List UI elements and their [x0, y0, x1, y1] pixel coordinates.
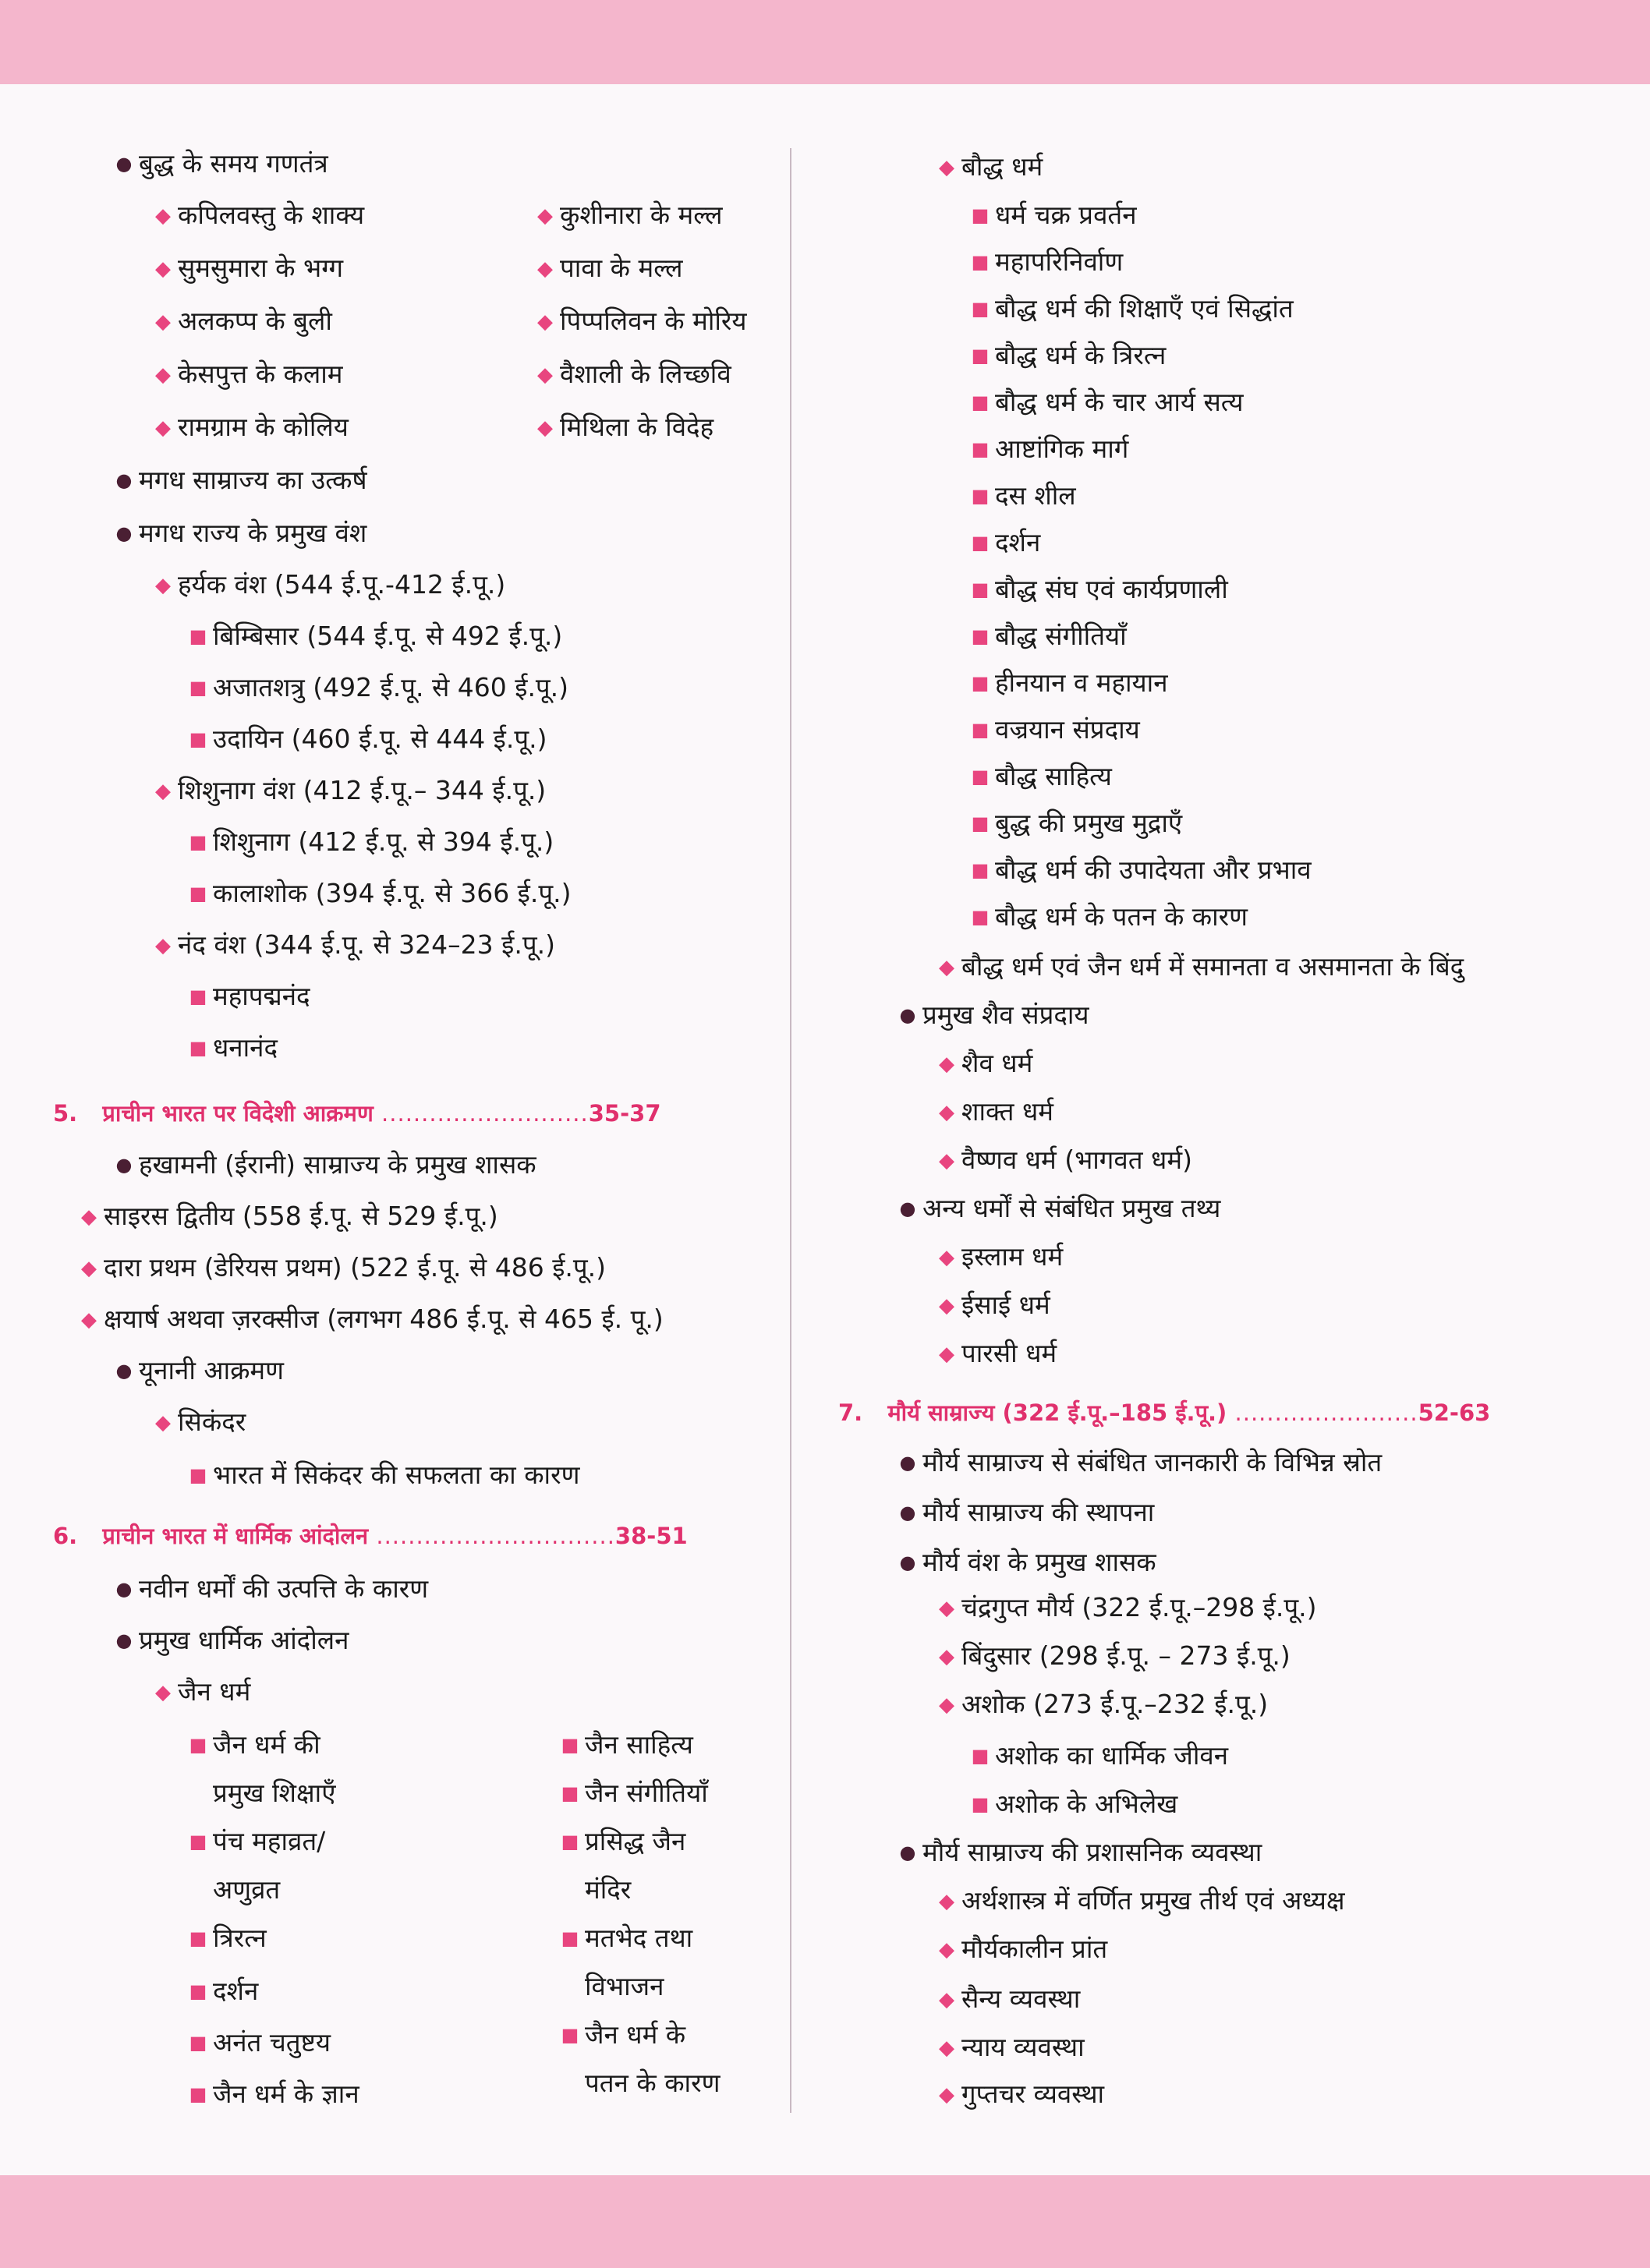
toc-item: ■ बौद्ध धर्म के चार आर्य सत्य	[965, 387, 1243, 418]
round-bullet-icon: ●	[899, 1004, 916, 1026]
column-divider	[790, 148, 791, 2113]
diamond-bullet-icon: ◆	[939, 1149, 954, 1173]
round-bullet-icon: ●	[115, 522, 133, 544]
diamond-bullet-icon: ◆	[939, 1597, 954, 1620]
toc-item: ● मगध राज्य के प्रमुख वंश	[109, 518, 366, 549]
toc-item: ● मौर्य साम्राज्य की स्थापना	[893, 1497, 1154, 1528]
toc-item: ◆ बौद्ध धर्म	[932, 151, 1043, 183]
round-bullet-icon: ●	[899, 1452, 916, 1474]
toc-item: ■ बौद्ध धर्म के पतन के कारण	[965, 901, 1248, 932]
diamond-bullet-icon: ◆	[155, 1681, 171, 1704]
page-number: 38-51	[614, 1523, 688, 1549]
diamond-bullet-icon: ◆	[939, 1053, 954, 1076]
round-bullet-icon: ●	[899, 1198, 916, 1219]
toc-item: ◆ इस्लाम धर्म	[932, 1241, 1063, 1273]
square-bullet-icon: ■	[189, 831, 207, 853]
square-bullet-icon: ■	[189, 883, 207, 904]
toc-item: ◆ जैन धर्म	[148, 1676, 250, 1708]
diamond-bullet-icon: ◆	[939, 2036, 954, 2060]
toc-item: ■ वज्रयान संप्रदाय	[965, 714, 1140, 745]
diamond-bullet-icon: ◆	[155, 1411, 171, 1435]
square-bullet-icon: ■	[189, 677, 207, 699]
toc-item: ■ दर्शन	[183, 1976, 258, 2007]
diamond-bullet-icon: ◆	[939, 1294, 954, 1318]
toc-item: ◆ बिंदुसार (298 ई.पू. – 273 ई.पू.)	[932, 1640, 1291, 1672]
diamond-bullet-icon: ◆	[537, 310, 553, 334]
toc-item: ◆ न्याय व्यवस्था	[932, 2032, 1085, 2064]
square-bullet-icon: ■	[971, 345, 990, 366]
square-bullet-icon: ■	[971, 719, 990, 741]
diamond-bullet-icon: ◆	[939, 1890, 954, 1913]
toc-item: ● यूनानी आक्रमण	[109, 1355, 284, 1386]
top-pink-band	[0, 0, 1650, 84]
bottom-pink-band	[0, 2175, 1650, 2268]
toc-item-continuation: प्रमुख शिक्षाएँ	[213, 1778, 336, 1808]
diamond-bullet-icon: ◆	[939, 956, 954, 979]
square-bullet-icon: ■	[971, 1793, 990, 1815]
toc-item: ◆ शाक्त धर्म	[932, 1096, 1053, 1128]
toc-item: ■ अशोक के अभिलेख	[965, 1789, 1177, 1820]
diamond-bullet-icon: ◆	[155, 310, 171, 334]
toc-item: ◆ मौर्यकालीन प्रांत	[932, 1934, 1107, 1965]
toc-item: ■ हीनयान व महायान	[965, 667, 1168, 699]
square-bullet-icon: ■	[561, 2024, 579, 2046]
square-bullet-icon: ■	[561, 1831, 579, 1852]
toc-item: ■ बौद्ध संगीतियाँ	[965, 621, 1127, 652]
toc-item: ■ अशोक का धार्मिक जीवन	[965, 1740, 1228, 1771]
toc-item: ◆ अशोक (273 ई.पू.–232 ई.पू.)	[932, 1689, 1268, 1721]
square-bullet-icon: ■	[971, 532, 990, 554]
section-heading-7[interactable]: 7. मौर्य साम्राज्य (322 ई.पू.–185 ई.पू.) .......................52-63	[838, 1399, 1491, 1426]
round-bullet-icon: ●	[115, 1578, 133, 1600]
square-bullet-icon: ■	[971, 251, 990, 273]
toc-item: ◆ केसपुत्त के कलाम	[148, 359, 343, 391]
square-bullet-icon: ■	[971, 766, 990, 787]
toc-item: ● हखामनी (ईरानी) साम्राज्य के प्रमुख शासक	[109, 1149, 536, 1180]
diamond-bullet-icon: ◆	[537, 204, 553, 228]
diamond-bullet-icon: ◆	[155, 780, 171, 803]
toc-item: ■ दर्शन	[965, 527, 1040, 558]
round-bullet-icon: ●	[899, 1842, 916, 1863]
toc-item: ■ बौद्ध साहित्य	[965, 761, 1112, 792]
square-bullet-icon: ■	[189, 1980, 207, 2002]
square-bullet-icon: ■	[189, 2032, 207, 2054]
toc-item: ■ अनंत चतुष्टय	[183, 2027, 331, 2058]
square-bullet-icon: ■	[189, 1037, 207, 1059]
toc-item: ■ महापरिनिर्वाण	[965, 246, 1123, 278]
toc-item: ◆ सैन्य व्यवस्था	[932, 1983, 1080, 2015]
toc-item: ■ महापद्मनंद	[183, 981, 310, 1012]
toc-item: ■ अजातशत्रु (492 ई.पू. से 460 ई.पू.)	[183, 672, 568, 703]
toc-item-continuation: अणुव्रत	[213, 1874, 281, 1905]
square-bullet-icon: ■	[971, 906, 990, 928]
square-bullet-icon: ■	[971, 859, 990, 881]
toc-item: ● मौर्य साम्राज्य की प्रशासनिक व्यवस्था	[893, 1837, 1262, 1868]
square-bullet-icon: ■	[561, 1734, 579, 1756]
toc-item: ◆ सिकंदर	[148, 1406, 246, 1438]
square-bullet-icon: ■	[189, 1464, 207, 1486]
diamond-bullet-icon: ◆	[81, 1205, 97, 1229]
toc-item: ● मौर्य साम्राज्य से संबंधित जानकारी के विभिन्न स्रोत	[893, 1447, 1382, 1478]
toc-item: ◆ कपिलवस्तु के शाक्य	[148, 200, 364, 232]
square-bullet-icon: ■	[971, 625, 990, 647]
square-bullet-icon: ■	[971, 1745, 990, 1767]
toc-item: ● अन्य धर्मों से संबंधित प्रमुख तथ्य	[893, 1193, 1220, 1224]
square-bullet-icon: ■	[189, 2083, 207, 2105]
toc-item: ■ धर्म चक्र प्रवर्तन	[965, 200, 1137, 231]
toc-item: ◆ वैशाली के लिच्छवि	[530, 359, 731, 391]
toc-item: ■ बौद्ध धर्म की उपादेयता और प्रभाव	[965, 854, 1312, 886]
toc-item: ◆ मिथिला के विदेह	[530, 412, 713, 444]
diamond-bullet-icon: ◆	[155, 204, 171, 228]
diamond-bullet-icon: ◆	[939, 1988, 954, 2011]
toc-item: ■ दस शील	[965, 480, 1076, 511]
square-bullet-icon: ■	[971, 298, 990, 320]
toc-item: ■ बौद्ध संघ एवं कार्यप्रणाली	[965, 574, 1228, 605]
toc-item: ■ शिशुनाग (412 ई.पू. से 394 ई.पू.)	[183, 826, 554, 858]
toc-item: ■ धनानंद	[183, 1032, 278, 1063]
diamond-bullet-icon: ◆	[939, 1343, 954, 1366]
toc-item: ● प्रमुख धार्मिक आंदोलन	[109, 1625, 349, 1656]
round-bullet-icon: ●	[115, 153, 133, 175]
round-bullet-icon: ●	[899, 1552, 916, 1573]
page-number: 52-63	[1418, 1399, 1491, 1426]
square-bullet-icon: ■	[189, 625, 207, 647]
toc-item: ● नवीन धर्मों की उत्पत्ति के कारण	[109, 1573, 428, 1605]
toc-item: ● प्रमुख शैव संप्रदाय	[893, 1000, 1089, 1031]
square-bullet-icon: ■	[971, 672, 990, 694]
toc-item: ◆ दारा प्रथम (डेरियस प्रथम) (522 ई.पू. से 486 ई.पू.)	[74, 1252, 606, 1284]
toc-item: ◆ ईसाई धर्म	[932, 1290, 1050, 1322]
round-bullet-icon: ●	[115, 1154, 133, 1176]
diamond-bullet-icon: ◆	[155, 574, 171, 597]
round-bullet-icon: ●	[115, 1360, 133, 1382]
toc-item: ■ जैन धर्म के	[555, 2019, 685, 2050]
toc-item: ◆ नंद वंश (344 ई.पू. से 324–23 ई.पू.)	[148, 929, 555, 961]
toc-item: ■ भारत में सिकंदर की सफलता का कारण	[183, 1460, 579, 1491]
toc-item: ◆ शैव धर्म	[932, 1048, 1032, 1080]
diamond-bullet-icon: ◆	[939, 1246, 954, 1269]
toc-item: ■ आष्टांगिक मार्ग	[965, 433, 1128, 465]
toc-item: ◆ अलकप्प के बुली	[148, 306, 332, 338]
square-bullet-icon: ■	[971, 485, 990, 507]
diamond-bullet-icon: ◆	[537, 257, 553, 281]
toc-item: ◆ बौद्ध धर्म एवं जैन धर्म में समानता व असमानता के बिंदु	[932, 951, 1464, 983]
toc-item: ■ जैन साहित्य	[555, 1729, 693, 1760]
round-bullet-icon: ●	[899, 1502, 916, 1523]
diamond-bullet-icon: ◆	[81, 1308, 97, 1332]
diamond-bullet-icon: ◆	[939, 1101, 954, 1124]
toc-item-continuation: पतन के कारण	[585, 2068, 721, 2098]
square-bullet-icon: ■	[971, 812, 990, 834]
round-bullet-icon: ●	[115, 469, 133, 491]
square-bullet-icon: ■	[971, 204, 990, 226]
toc-item: ■ बिम्बिसार (544 ई.पू. से 492 ई.पू.)	[183, 621, 562, 652]
toc-item: ◆ पिप्पलिवन के मोरिय	[530, 306, 747, 338]
toc-item: ■ बौद्ध धर्म की शिक्षाएँ एवं सिद्धांत	[965, 293, 1294, 324]
toc-item: ◆ गुप्तचर व्यवस्था	[932, 2079, 1104, 2111]
square-bullet-icon: ■	[971, 438, 990, 460]
diamond-bullet-icon: ◆	[537, 363, 553, 387]
toc-item: ◆ पारसी धर्म	[932, 1338, 1057, 1370]
toc-item: ■ बुद्ध की प्रमुख मुद्राएँ	[965, 808, 1182, 839]
diamond-bullet-icon: ◆	[939, 1938, 954, 1962]
toc-item-continuation: मंदिर	[585, 1874, 632, 1905]
toc-item: ■ प्रसिद्ध जैन	[555, 1826, 685, 1857]
toc-item: ◆ कुशीनारा के मल्ल	[530, 200, 723, 232]
toc-item: ■ उदायिन (460 ई.पू. से 444 ई.पू.)	[183, 724, 547, 755]
toc-item: ■ बौद्ध धर्म के त्रिरत्न	[965, 340, 1166, 371]
square-bullet-icon: ■	[971, 391, 990, 413]
square-bullet-icon: ■	[189, 1734, 207, 1756]
toc-item: ■ त्रिरत्न	[183, 1923, 267, 1954]
section-heading-5[interactable]: 5. प्राचीन भारत पर विदेशी आक्रमण ..........................35-37	[53, 1100, 661, 1127]
diamond-bullet-icon: ◆	[81, 1257, 97, 1280]
toc-item: ◆ चंद्रगुप्त मौर्य (322 ई.पू.–298 ई.पू.)	[932, 1592, 1317, 1624]
toc-item: ◆ वैष्णव धर्म (भागवत धर्म)	[932, 1145, 1192, 1176]
square-bullet-icon: ■	[561, 1927, 579, 1949]
toc-item: ■ जैन संगीतियाँ	[555, 1778, 708, 1809]
diamond-bullet-icon: ◆	[939, 2083, 954, 2107]
toc-item: ◆ क्षयार्ष अथवा ज़रक्सीज (लगभग 486 ई.पू. से 465 ई. पू.)	[74, 1304, 664, 1336]
square-bullet-icon: ■	[189, 985, 207, 1007]
toc-item: ● मौर्य वंश के प्रमुख शासक	[893, 1547, 1156, 1578]
square-bullet-icon: ■	[189, 1927, 207, 1949]
toc-item: ◆ अर्थशास्त्र में वर्णित प्रमुख तीर्थ एवं अध्यक्ष	[932, 1885, 1345, 1917]
toc-item: ● बुद्ध के समय गणतंत्र	[109, 148, 328, 179]
section-heading-6[interactable]: 6. प्राचीन भारत में धार्मिक आंदोलन ..............................38-51	[53, 1523, 688, 1549]
toc-item: ■ मतभेद तथा	[555, 1923, 692, 1954]
toc-item: ■ जैन धर्म की	[183, 1729, 320, 1760]
toc-item: ◆ शिशुनाग वंश (412 ई.पू.– 344 ई.पू.)	[148, 775, 546, 807]
diamond-bullet-icon: ◆	[155, 363, 171, 387]
page-number: 35-37	[588, 1100, 661, 1127]
page-sheet	[0, 84, 1650, 2175]
diamond-bullet-icon: ◆	[155, 934, 171, 957]
diamond-bullet-icon: ◆	[155, 257, 171, 281]
toc-item: ◆ पावा के मल्ल	[530, 253, 683, 285]
toc-item: ◆ सुमसुमारा के भग्ग	[148, 253, 343, 285]
toc-item: ■ जैन धर्म के ज्ञान	[183, 2079, 359, 2110]
square-bullet-icon: ■	[971, 578, 990, 600]
diamond-bullet-icon: ◆	[939, 1645, 954, 1668]
toc-item: ■ पंच महाव्रत/	[183, 1826, 325, 1857]
toc-item: ● मगध साम्राज्य का उत्कर्ष	[109, 465, 367, 496]
toc-item: ◆ साइरस द्वितीय (558 ई.पू. से 529 ई.पू.)	[74, 1201, 498, 1233]
toc-item: ■ कालाशोक (394 ई.पू. से 366 ई.पू.)	[183, 878, 571, 909]
toc-item: ◆ हर्यक वंश (544 ई.पू.-412 ई.पू.)	[148, 569, 505, 601]
diamond-bullet-icon: ◆	[155, 416, 171, 440]
diamond-bullet-icon: ◆	[537, 416, 553, 440]
round-bullet-icon: ●	[115, 1629, 133, 1651]
square-bullet-icon: ■	[189, 728, 207, 750]
diamond-bullet-icon: ◆	[939, 156, 954, 179]
square-bullet-icon: ■	[561, 1782, 579, 1804]
toc-item: ◆ रामग्राम के कोलिय	[148, 412, 349, 444]
square-bullet-icon: ■	[189, 1831, 207, 1852]
diamond-bullet-icon: ◆	[939, 1693, 954, 1717]
toc-item-continuation: विभाजन	[585, 1971, 664, 2001]
